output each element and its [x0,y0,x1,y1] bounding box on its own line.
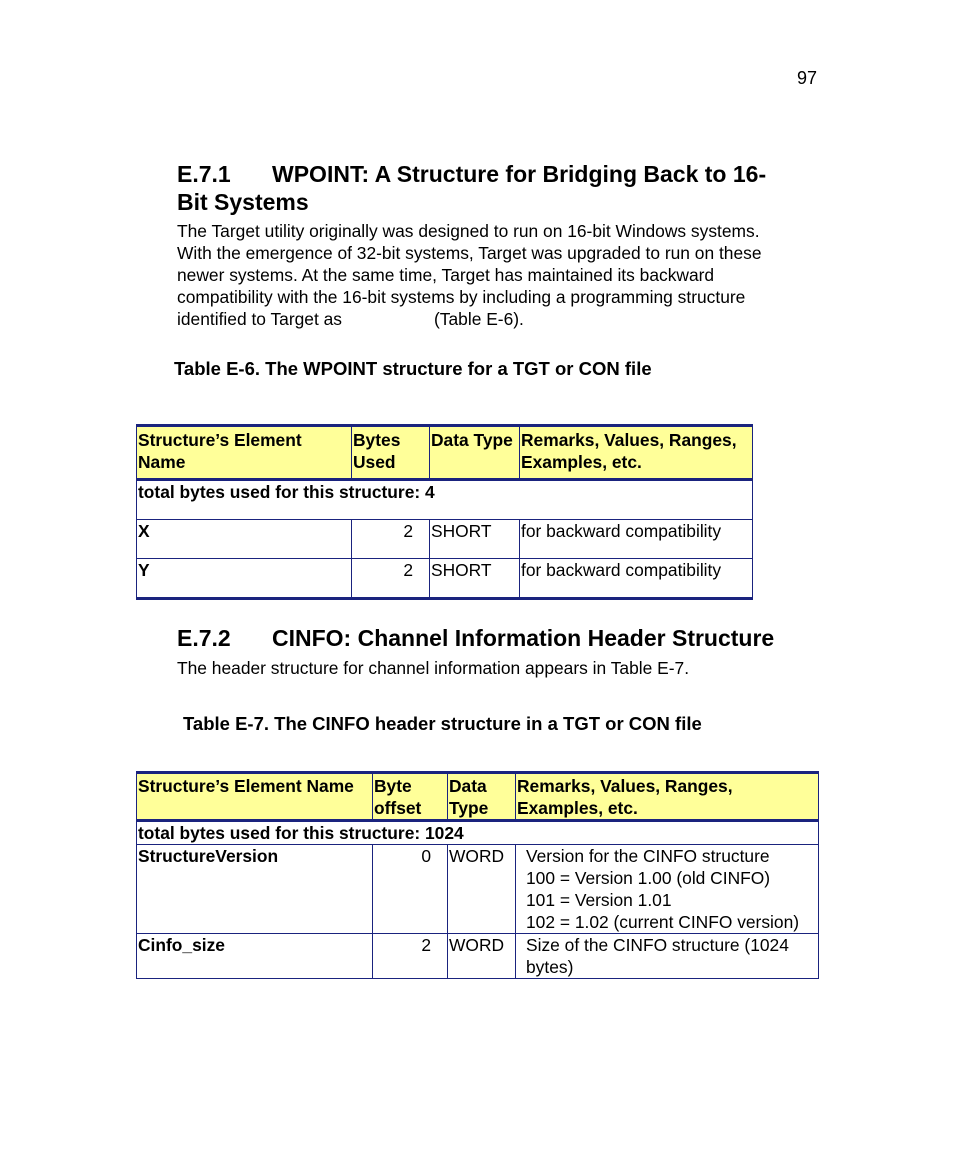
offset-cell: 0 [373,845,448,934]
remarks-cell [516,845,819,934]
section-heading-e71 [177,160,766,216]
page-number: 97 [796,68,817,88]
remarks-line: 100 = Version 1.00 (old CINFO) [526,868,771,888]
table-total-row [137,480,753,520]
para-line: compatibility with the 16-bit systems by including a programming structure [177,287,746,307]
offset-cell: 2 [373,934,448,979]
table-row [137,845,819,934]
table-caption-e7: Table E-7. The CINFO header structure in a TGT or CON file [183,713,702,734]
section-paragraph-e71 [177,220,827,330]
remarks-line: 101 = Version 1.01 [526,890,672,910]
bytes-cell: 2 [352,520,430,559]
para-line: The Target utility originally was designed to run on 16-bit Windows systems. [177,221,760,241]
section-number: E.7.2 [177,625,231,651]
remarks-line: 102 = 1.02 (current CINFO version) [526,912,800,932]
column-header: Remarks, Values, Ranges, Examples, etc. [516,773,819,821]
section-title-line1: WPOINT: A Structure for Bridging Back to 16- [272,161,767,187]
remarks-line: Size of the CINFO structure (1024 bytes) [526,935,789,977]
type-cell: SHORT [430,520,520,559]
table-row [137,520,753,559]
remarks-cell [516,934,819,979]
column-header: Remarks, Values, Ranges, Examples, etc. [520,426,753,480]
element-name-cell: X [137,520,352,559]
total-bytes-cell: total bytes used for this structure: 4 [137,480,753,520]
para-line: (Table E-6). [434,309,524,329]
remarks-line: Version for the CINFO structure [526,846,770,866]
column-header: Structure’s Element Name [137,773,373,821]
column-header: Structure’s Element Name [137,426,352,480]
table-caption-e6: Table E-6. The WPOINT structure for a TGT or CON file [174,358,652,379]
column-header: Data Type [430,426,520,480]
table-row [137,934,819,979]
table-total-row [137,821,819,845]
remarks-cell: for backward compatibility [520,520,753,559]
cinfo-table [136,771,819,979]
type-cell: WORD [448,934,516,979]
section-heading-e72 [177,624,774,652]
remarks-cell: for backward compatibility [520,559,753,599]
column-header: Data Type [448,773,516,821]
para-line: newer systems. At the same time, Target has maintained its backward [177,265,715,285]
section-title: CINFO: Channel Information Header Structure [272,625,775,651]
section-title-line2: Bit Systems [177,189,309,215]
type-cell: SHORT [430,559,520,599]
element-name-cell: Y [137,559,352,599]
element-name-cell: StructureVersion [137,845,373,934]
table-header-row [137,426,753,480]
table-row [137,559,753,599]
column-header: Bytes Used [352,426,430,480]
section-paragraph-e72: The header structure for channel information appears in Table E-7. [177,658,690,678]
element-name-cell: Cinfo_size [137,934,373,979]
column-header: Byte offset [373,773,448,821]
bytes-cell: 2 [352,559,430,599]
table-header-row [137,773,819,821]
para-line: With the emergence of 32-bit systems, Target was upgraded to run on these [177,243,762,263]
total-bytes-cell: total bytes used for this structure: 1024 [137,821,819,845]
para-line: identified to Target as [177,309,342,329]
wpoint-table [136,424,753,600]
section-number: E.7.1 [177,161,231,187]
type-cell: WORD [448,845,516,934]
